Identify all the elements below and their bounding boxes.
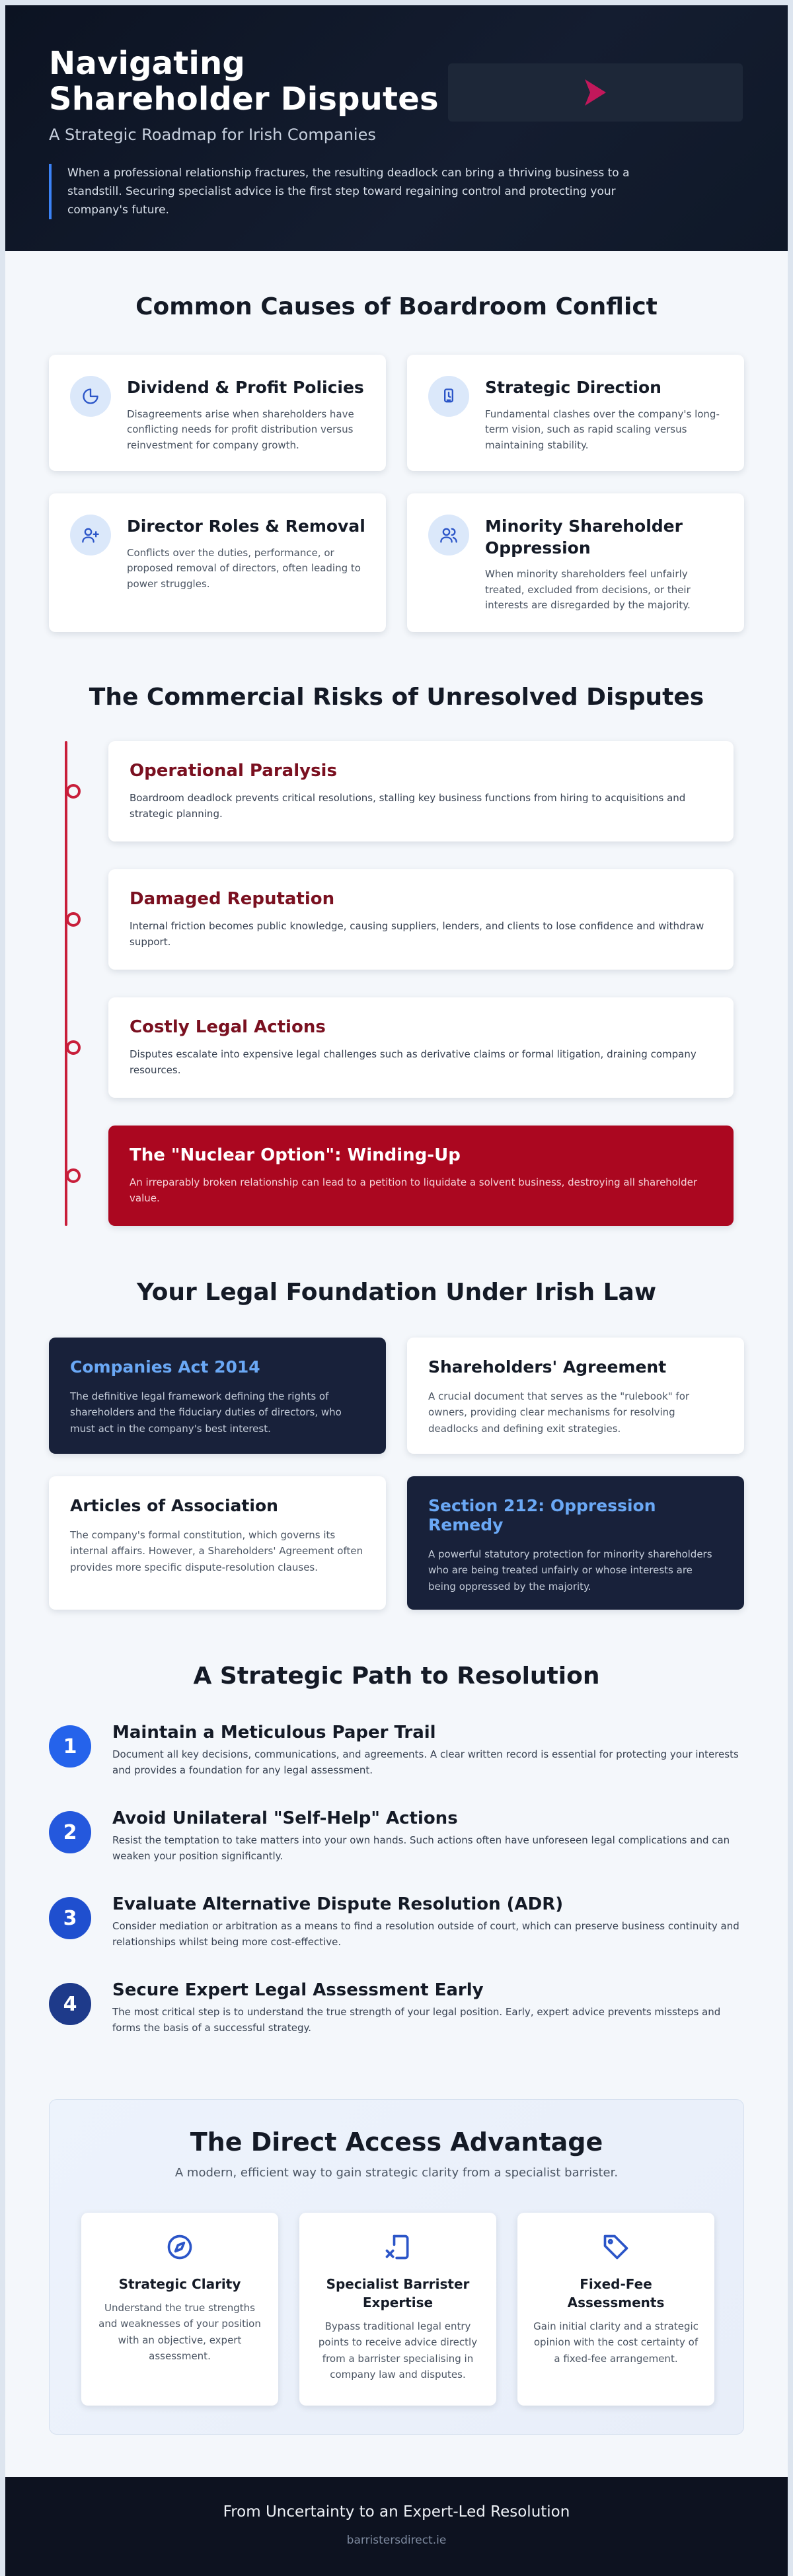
step-number-badge: 2 (49, 1811, 91, 1853)
legal-card-title: Shareholders' Agreement (428, 1357, 667, 1377)
timeline-dot (66, 1040, 81, 1055)
step-list (49, 1723, 744, 2036)
timeline-dot (66, 784, 81, 799)
risk-title: Damaged Reputation (130, 889, 335, 909)
cause-card (49, 355, 386, 471)
footer-tagline: From Uncertainty to an Expert-Led Resolution (223, 2503, 570, 2521)
compass-icon (428, 376, 469, 417)
step-text: Document all key decisions, communications, and agreements. A clear written record is essential for protecting your interests and provides a foundation for any legal assessment. (112, 1748, 739, 1776)
step-item (49, 1808, 744, 1864)
cause-card (407, 493, 744, 632)
advantage-card-text: Gain initial clarity and a strategic opinion with the cost certainty of a fixed-fee arrangement. (533, 2320, 699, 2365)
timeline-dot (66, 1168, 81, 1183)
causes-grid (49, 355, 744, 632)
legal-grid (49, 1338, 744, 1610)
risk-item (108, 1126, 734, 1226)
risk-item (108, 869, 734, 970)
risk-card-critical (108, 1126, 734, 1226)
cause-text: Disagreements arise when shareholders have conflicting needs for profit distribution versus reinvestment for company growth. (127, 408, 354, 451)
advantage-card-text: Bypass traditional legal entry points to receive advice directly from a barrister specialising in company law and disputes. (318, 2320, 478, 2380)
causes-section (5, 251, 788, 632)
risk-title: The "Nuclear Option": Winding-Up (130, 1145, 461, 1165)
risks-title: The Commercial Risks of Unresolved Disputes (89, 684, 704, 711)
hero-header (5, 5, 788, 251)
advantage-card-title: Strategic Clarity (118, 2276, 241, 2292)
cause-text: When minority shareholders feel unfairly treated, excluded from decisions, or their interests are disregarded by the majority. (485, 568, 691, 612)
risk-title: Costly Legal Actions (130, 1017, 326, 1037)
step-item (49, 1980, 744, 2036)
page-subtitle: A Strategic Roadmap for Irish Companies (49, 125, 376, 144)
cause-title: Minority Shareholder Oppression (485, 517, 683, 557)
page-title: Navigating Shareholder Disputes (49, 45, 439, 118)
step-text: The most critical step is to understand the true strength of your legal position. Early, expert advice prevents missteps and forms the basis of a successful strategy. (112, 2006, 721, 2034)
risk-text: Disputes escalate into expensive legal challenges such as derivative claims or formal litigation, draining company resources. (130, 1048, 697, 1077)
risks-section (5, 632, 788, 1226)
legal-card (407, 1338, 744, 1454)
timeline-dot (66, 912, 81, 927)
timeline-line (65, 741, 67, 1226)
users-icon (428, 515, 469, 555)
cause-title: Dividend & Profit Policies (127, 378, 364, 397)
risk-timeline (49, 741, 744, 1226)
advantage-card-title: Specialist Barrister Expertise (326, 2276, 470, 2310)
advantage-grid (81, 2213, 712, 2406)
step-title: Secure Expert Legal Assessment Early (112, 1980, 484, 2000)
document-signature-icon (315, 2230, 480, 2264)
intro-text: When a professional relationship fractures, the resulting deadlock can bring a thriving business to a standstill. Securing specialist advice is the first step toward regaining control and protecting your company's future. (49, 164, 644, 219)
risk-text: Boardroom deadlock prevents critical resolutions, stalling key business functions from hiring to acquisitions and strategic planning. (130, 792, 686, 820)
risk-text: Internal friction becomes public knowledge, causing suppliers, lenders, and clients to lose confidence and withdraw support. (130, 920, 704, 948)
step-title: Avoid Unilateral "Self-Help" Actions (112, 1808, 458, 1828)
legal-section (5, 1226, 788, 1610)
legal-card-text: A powerful statutory protection for minority shareholders who are being treated unfairly or whose interests are being oppressed by the majority. (428, 1548, 712, 1592)
advantage-card-title: Fixed-Fee Assessments (567, 2276, 665, 2310)
footer (5, 2477, 788, 2576)
step-number-badge: 3 (49, 1897, 91, 1939)
legal-card-title: Articles of Association (70, 1496, 278, 1515)
advantage-card (299, 2213, 496, 2406)
legal-card-text: A crucial document that serves as the "rulebook" for owners, providing clear mechanisms for resolving deadlocks and defining exit strategies. (428, 1390, 690, 1435)
infographic-page (5, 5, 788, 2576)
risk-text: An irreparably broken relationship can lead to a petition to liquidate a solvent business, destroying all shareholder value. (130, 1176, 698, 1205)
causes-title: Common Causes of Boardroom Conflict (135, 293, 658, 320)
step-number-badge: 1 (49, 1725, 91, 1768)
risk-item (108, 741, 734, 841)
legal-title: Your Legal Foundation Under Irish Law (136, 1279, 657, 1306)
legal-card-text: The company's formal constitution, which governs its internal affairs. However, a Shareholders' Agreement often provides more specific dispute-resolution clauses. (70, 1529, 363, 1573)
price-tag-icon (533, 2230, 699, 2264)
step-item (49, 1723, 744, 1778)
advantage-panel (49, 2099, 744, 2435)
cause-card (49, 493, 386, 632)
risk-title: Operational Paralysis (130, 761, 337, 781)
legal-card-title: Section 212: Oppression Remedy (428, 1496, 656, 1534)
compass-icon (97, 2230, 262, 2264)
advantage-card (81, 2213, 278, 2406)
risk-card (108, 997, 734, 1098)
step-text: Consider mediation or arbitration as a means to find a resolution outside of court, which can preserve business continuity and relationships whilst being more cost-effective. (112, 1920, 739, 1948)
chevron-right-icon (576, 73, 615, 112)
cause-title: Director Roles & Removal (127, 517, 365, 536)
advantage-section (5, 2036, 788, 2435)
cause-card (407, 355, 744, 471)
step-title: Maintain a Meticulous Paper Trail (112, 1723, 436, 1742)
cause-text: Conflicts over the duties, performance, or proposed removal of directors, often leading to power struggles. (127, 546, 361, 590)
step-title: Evaluate Alternative Dispute Resolution (ADR) (112, 1894, 564, 1914)
hero-banner (448, 63, 743, 122)
legal-card-title: Companies Act 2014 (70, 1357, 260, 1377)
legal-card (49, 1338, 386, 1454)
advantage-title: The Direct Access Advantage (190, 2128, 603, 2157)
advantage-subtitle: A modern, efficient way to gain strategic clarity from a specialist barrister. (174, 2166, 619, 2180)
cause-title: Strategic Direction (485, 378, 661, 397)
advantage-card-text: Understand the true strengths and weaknesses of your position with an objective, expert assessment. (98, 2302, 261, 2362)
legal-card (407, 1476, 744, 1610)
cause-text: Fundamental clashes over the company's long-term vision, such as rapid scaling versus maintaining stability. (485, 408, 720, 451)
risk-card (108, 869, 734, 970)
legal-card (49, 1476, 386, 1610)
step-item (49, 1894, 744, 1950)
footer-site-link[interactable]: barristersdirect.ie (346, 2534, 447, 2547)
step-number-badge: 4 (49, 1983, 91, 2025)
advantage-card (517, 2213, 714, 2406)
step-text: Resist the temptation to take matters into your own hands. Such actions often have unforeseen legal complications and can weaken your position significantly. (112, 1834, 730, 1862)
user-plus-icon (70, 515, 111, 555)
legal-card-text: The definitive legal framework defining the rights of shareholders and the fiduciary duties of directors, who must act in the company's best interest. (70, 1390, 342, 1435)
pie-chart-icon (70, 376, 111, 417)
steps-title: A Strategic Path to Resolution (193, 1663, 600, 1690)
steps-section (5, 1610, 788, 2036)
risk-card (108, 741, 734, 841)
risk-item (108, 997, 734, 1098)
